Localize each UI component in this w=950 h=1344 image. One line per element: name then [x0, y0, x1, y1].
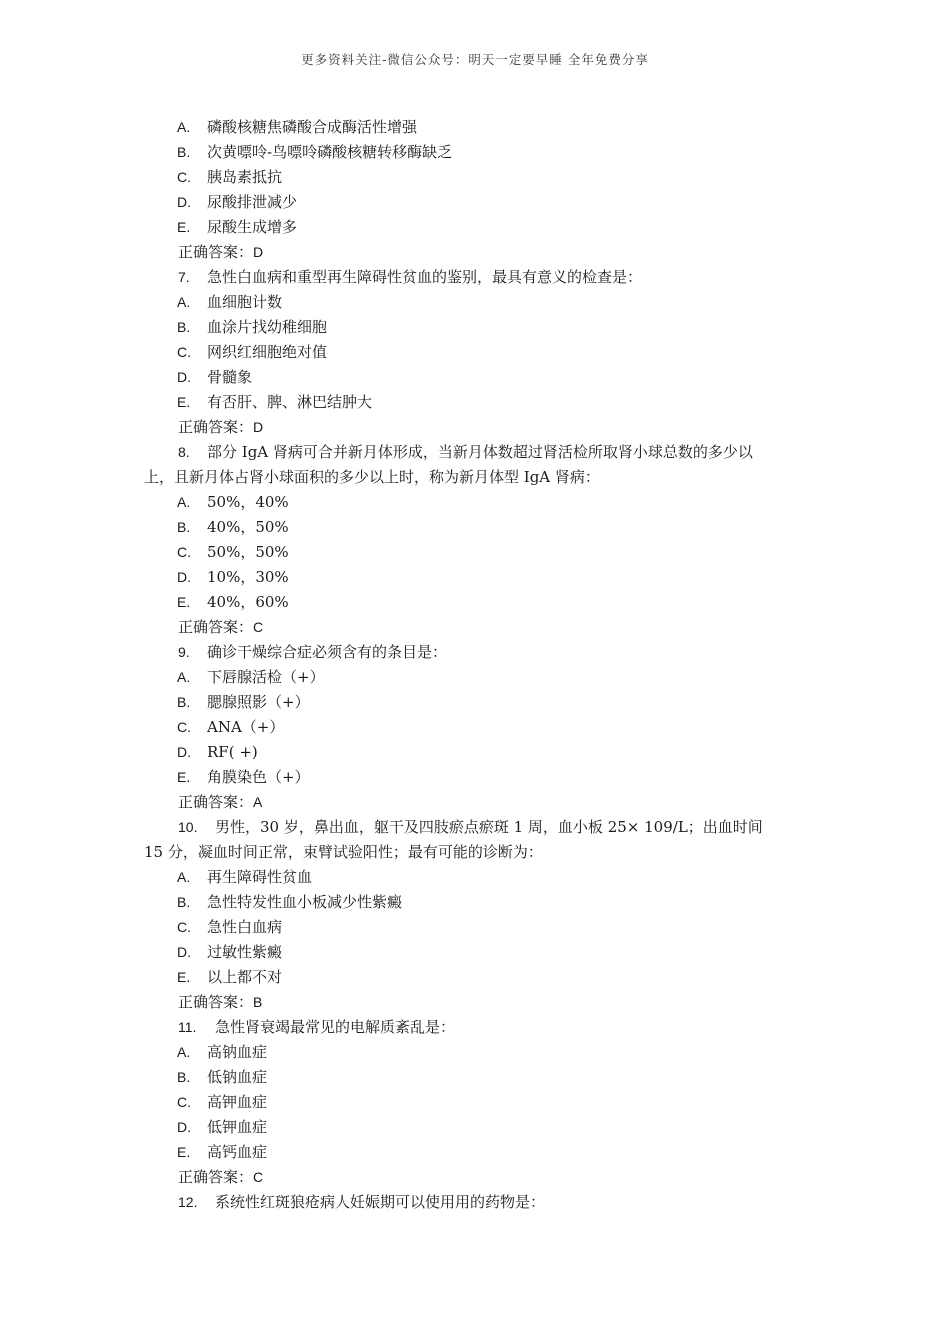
- option-c: [0, 715, 950, 740]
- question-stem: [0, 1015, 950, 1040]
- option-b: [0, 890, 950, 915]
- option-text: 低钾血症: [207, 1118, 268, 1136]
- option-c: [0, 165, 950, 190]
- question-number: 10.: [178, 819, 198, 835]
- option-letter: A.: [177, 494, 191, 510]
- answer-label: 正确答案：: [178, 1168, 254, 1186]
- option-text: 40%，60%: [207, 593, 289, 611]
- page-header: 更多资料关注-微信公众号：明天一定要早睡 全年免费分享: [301, 52, 649, 67]
- question-11: [0, 1015, 950, 1190]
- option-letter: D.: [177, 944, 191, 960]
- question-text: 急性肾衰竭最常见的电解质紊乱是：: [215, 1018, 456, 1036]
- option-b: [0, 1065, 950, 1090]
- option-text: 急性白血病: [207, 918, 283, 936]
- question-text-continued: 上，且新月体占肾小球面积的多少以上时，称为新月体型 IgA 肾病：: [144, 468, 600, 486]
- option-e: [0, 590, 950, 615]
- option-letter: E.: [177, 769, 191, 785]
- option-d: [0, 1115, 950, 1140]
- option-e: [0, 965, 950, 990]
- option-text: 有否肝、脾、淋巴结肿大: [207, 393, 373, 411]
- question-7: [0, 265, 950, 440]
- option-text: 网织红细胞绝对值: [207, 343, 328, 361]
- option-letter: D.: [177, 744, 191, 760]
- question-stem: [0, 440, 950, 465]
- option-e: [0, 390, 950, 415]
- question-text: 系统性红斑狼疮病人妊娠期可以使用用的药物是：: [215, 1193, 546, 1211]
- option-letter: B.: [177, 894, 191, 910]
- option-e: [0, 765, 950, 790]
- option-a: [0, 865, 950, 890]
- answer-value: C: [253, 619, 264, 635]
- question-6-options: [0, 115, 950, 265]
- option-letter: A.: [177, 669, 191, 685]
- option-b: [0, 690, 950, 715]
- option-text: 腮腺照影（+）: [207, 693, 310, 711]
- option-letter: B.: [177, 694, 191, 710]
- option-letter: C.: [177, 544, 191, 560]
- question-9: [0, 640, 950, 815]
- option-letter: C.: [177, 919, 191, 935]
- question-number: 9.: [178, 644, 190, 660]
- option-c: [0, 915, 950, 940]
- option-text: ANA（+）: [207, 718, 285, 736]
- question-number: 12.: [178, 1194, 198, 1210]
- option-d: [0, 940, 950, 965]
- option-letter: C.: [177, 169, 191, 185]
- option-e: [0, 215, 950, 240]
- correct-answer: [0, 1165, 950, 1190]
- correct-answer: [0, 615, 950, 640]
- option-text: 高钾血症: [207, 1093, 268, 1111]
- option-letter: A.: [177, 1044, 191, 1060]
- option-letter: C.: [177, 1094, 191, 1110]
- option-e: [0, 1140, 950, 1165]
- option-text: 次黄嘌呤-鸟嘌呤磷酸核糖转移酶缺乏: [207, 143, 453, 161]
- option-letter: E.: [177, 1144, 191, 1160]
- option-b: [0, 140, 950, 165]
- option-d: [0, 740, 950, 765]
- option-text: 高钠血症: [207, 1043, 268, 1061]
- option-text: 10%，30%: [207, 568, 289, 586]
- option-text: 40%，50%: [207, 518, 289, 536]
- option-d: [0, 190, 950, 215]
- question-stem: [0, 640, 950, 665]
- answer-value: A: [253, 794, 263, 810]
- correct-answer: [0, 990, 950, 1015]
- option-text: 再生障碍性贫血: [207, 868, 313, 886]
- option-a: [0, 1040, 950, 1065]
- answer-label: 正确答案：: [178, 993, 254, 1011]
- answer-label: 正确答案：: [178, 618, 254, 636]
- question-stem: [0, 815, 950, 840]
- option-letter: E.: [177, 594, 191, 610]
- correct-answer: [0, 415, 950, 440]
- option-letter: D.: [177, 369, 191, 385]
- option-text: 50%，40%: [207, 493, 289, 511]
- option-letter: D.: [177, 569, 191, 585]
- option-text: 过敏性紫癜: [207, 943, 283, 961]
- question-text: 部分 IgA 肾病可合并新月体形成，当新月体数超过肾活检所取肾小球总数的多少以: [207, 443, 753, 461]
- option-b: [0, 515, 950, 540]
- question-stem: [0, 265, 950, 290]
- option-b: [0, 315, 950, 340]
- option-text: 血细胞计数: [207, 293, 283, 311]
- question-8: [0, 440, 950, 640]
- answer-value: D: [253, 244, 264, 260]
- option-text: 磷酸核糖焦磷酸合成酶活性增强: [207, 118, 418, 136]
- option-letter: E.: [177, 969, 191, 985]
- option-letter: A.: [177, 869, 191, 885]
- option-c: [0, 340, 950, 365]
- option-text: 高钙血症: [207, 1143, 268, 1161]
- answer-value: B: [253, 994, 263, 1010]
- option-text: 以上都不对: [207, 968, 283, 986]
- option-c: [0, 540, 950, 565]
- option-d: [0, 365, 950, 390]
- answer-label: 正确答案：: [178, 418, 254, 436]
- option-letter: C.: [177, 719, 191, 735]
- option-letter: E.: [177, 219, 191, 235]
- option-text: 骨髓象: [207, 368, 253, 386]
- document-body: [0, 115, 950, 1215]
- option-d: [0, 565, 950, 590]
- option-text: 下唇腺活检（+）: [207, 668, 325, 686]
- answer-label: 正确答案：: [178, 243, 254, 261]
- option-letter: D.: [177, 1119, 191, 1135]
- option-letter: B.: [177, 519, 191, 535]
- answer-label: 正确答案：: [178, 793, 254, 811]
- question-12: [0, 1190, 950, 1215]
- option-c: [0, 1090, 950, 1115]
- question-text-continued: 15 分，凝血时间正常，束臂试验阳性；最有可能的诊断为：: [144, 843, 543, 861]
- option-text: 血涂片找幼稚细胞: [207, 318, 328, 336]
- correct-answer: [0, 240, 950, 265]
- question-number: 7.: [178, 269, 190, 285]
- option-letter: C.: [177, 344, 191, 360]
- option-text: RF( +): [207, 743, 258, 761]
- question-stem: [0, 1190, 950, 1215]
- question-text: 急性白血病和重型再生障碍性贫血的鉴别，最具有意义的检查是：: [207, 268, 643, 286]
- answer-value: C: [253, 1169, 264, 1185]
- option-letter: B.: [177, 144, 191, 160]
- correct-answer: [0, 790, 950, 815]
- question-text: 男性，30 岁，鼻出血，躯干及四肢瘀点瘀斑 1 周，血小板 25× 109/L；出血时间: [215, 818, 763, 836]
- question-10: [0, 815, 950, 1015]
- option-text: 50%，50%: [207, 543, 289, 561]
- option-text: 急性特发性血小板减少性紫癜: [207, 893, 403, 911]
- question-number: 11.: [178, 1019, 197, 1035]
- option-letter: B.: [177, 319, 191, 335]
- option-text: 尿酸排泄减少: [207, 193, 298, 211]
- option-a: [0, 490, 950, 515]
- option-a: [0, 115, 950, 140]
- option-text: 角膜染色（+）: [207, 768, 310, 786]
- option-letter: B.: [177, 1069, 191, 1085]
- option-text: 低钠血症: [207, 1068, 268, 1086]
- option-a: [0, 290, 950, 315]
- option-letter: D.: [177, 194, 191, 210]
- option-letter: A.: [177, 294, 191, 310]
- answer-value: D: [253, 419, 264, 435]
- option-letter: A.: [177, 119, 191, 135]
- question-number: 8.: [178, 444, 190, 460]
- option-letter: E.: [177, 394, 191, 410]
- option-text: 胰岛素抵抗: [207, 168, 283, 186]
- question-text: 确诊干燥综合症必须含有的条目是：: [207, 643, 448, 661]
- option-text: 尿酸生成增多: [207, 218, 298, 236]
- option-a: [0, 665, 950, 690]
